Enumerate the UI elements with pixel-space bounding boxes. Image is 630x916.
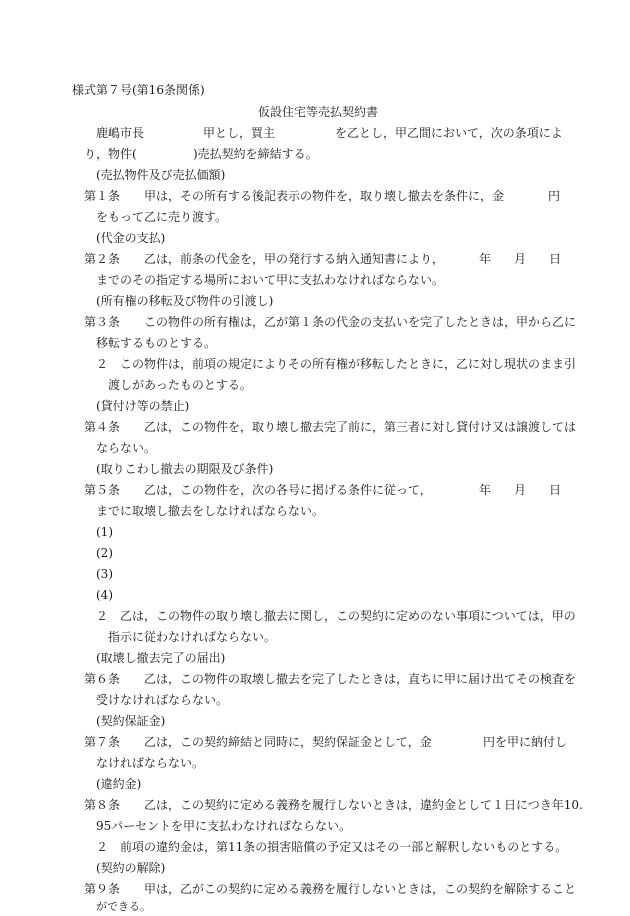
article-3-number: 第３条 (84, 315, 121, 329)
article-5-month: 月 (514, 483, 527, 497)
article-9-number: 第９条 (84, 882, 121, 896)
article-6-text: 乙は，この物件の取壊し撤去を完了したときは，直ちに甲に届け出てその検査を (144, 672, 577, 686)
article-2-day: 日 (549, 252, 562, 266)
article-6-heading: (取壊し撤去完了の届出) (96, 651, 226, 665)
article-5-text: 乙は，この物件を，次の各号に掲げる条件に従って， (144, 483, 432, 497)
article-2-year: 年 (479, 252, 492, 266)
article-5-item-3: (3) (96, 567, 113, 581)
intro-mayor: 鹿嶋市長 (96, 126, 145, 140)
article-4-text: 乙は，この物件を，取り壊し撤去完了前に，第三者に対し貸付け又は譲渡しては (144, 420, 577, 434)
document-title: 仮設住宅等売払契約書 (258, 105, 379, 119)
article-3-paragraph-2-cont: 渡しがあったものとする。 (108, 378, 252, 392)
article-7-number: 第７条 (84, 735, 121, 749)
intro-property: り，物件( (84, 147, 137, 161)
article-3-continuation: 移転するものとする。 (96, 336, 217, 350)
article-9-text: 甲は，乙がこの契約に定める義務を履行しないときは，この契約を解除すること (144, 882, 577, 896)
article-9-heading: (契約の解除) (96, 861, 166, 875)
article-1-continuation: をもって乙に売り渡す。 (96, 210, 228, 224)
article-5-item-1: (1) (96, 525, 113, 539)
article-1-number: 第１条 (84, 189, 121, 203)
article-9-continuation: ができる。 (96, 900, 151, 913)
article-2-number: 第２条 (84, 252, 121, 266)
intro-conclude: )売払契約を締結する。 (193, 147, 318, 161)
article-5-continuation: までに取壊し撤去をしなければならない。 (96, 504, 325, 518)
article-1-text: 甲は，その所有する後記表示の物件を，取り壊し撤去を条件に，金 (144, 189, 505, 203)
article-5-heading: (取りこわし撤去の期限及び条件) (96, 462, 274, 476)
article-4-number: 第４条 (84, 420, 121, 434)
article-5-number: 第５条 (84, 483, 121, 497)
article-2-continuation: までのその指定する場所において甲に支払わなければならない。 (96, 273, 445, 287)
intro-buyer: 甲とし，買主 (203, 126, 276, 140)
form-number: 様式第７号(第16条関係) (72, 83, 205, 97)
article-3-paragraph-2: ２ この物件は，前項の規定によりその所有権が移転したときに，乙に対し現状のまま引 (96, 357, 577, 371)
article-2-month: 月 (514, 252, 527, 266)
article-3-text: この物件の所有権は，乙が第１条の代金の支払いを完了したときは，甲から乙に (144, 315, 577, 329)
article-8-continuation: 95パーセントを甲に支払わなければならない。 (96, 819, 352, 833)
article-3-heading: (所有権の移転及び物件の引渡し) (96, 294, 274, 308)
article-1-heading: (売払物件及び売払価額) (96, 168, 226, 182)
article-5-paragraph-2: ２ 乙は，この物件の取り壊し撤去に関し，この契約に定めのない事項については，甲の (96, 609, 576, 623)
article-1-yen: 円 (548, 189, 561, 203)
intro-parties: を乙とし，甲乙間において，次の条項によ (335, 126, 563, 140)
article-8-paragraph-2: ２ 前項の違約金は，第11条の損害賠償の予定又はその一部と解釈しないものとする。 (96, 840, 568, 854)
article-7-heading: (契約保証金) (96, 714, 166, 728)
article-2-heading: (代金の支払) (96, 231, 166, 245)
article-5-year: 年 (479, 483, 492, 497)
article-6-continuation: 受けなければならない。 (96, 693, 229, 707)
article-8-number: 第８条 (84, 798, 121, 812)
article-5-day: 日 (549, 483, 562, 497)
article-5-item-2: (2) (96, 546, 113, 560)
article-2-text: 乙は，前条の代金を，甲の発行する納入通知書により， (144, 252, 445, 266)
article-6-number: 第６条 (84, 672, 121, 686)
article-7-continuation: なければならない。 (96, 756, 205, 770)
article-5-paragraph-2-cont: 指示に従わなければならない。 (108, 630, 277, 644)
article-8-heading: (違約金) (96, 777, 142, 791)
article-8-text: 乙は，この契約に定める義務を履行しないときは，違約金として１日につき年10. (144, 798, 583, 812)
article-5-item-4: (4) (96, 588, 113, 602)
article-4-continuation: ならない。 (96, 441, 157, 455)
article-7-text-2: 円を甲に納付し (483, 735, 568, 749)
article-4-heading: (貸付け等の禁止) (96, 399, 190, 413)
article-7-text: 乙は，この契約締結と同時に，契約保証金として，金 (144, 735, 432, 749)
